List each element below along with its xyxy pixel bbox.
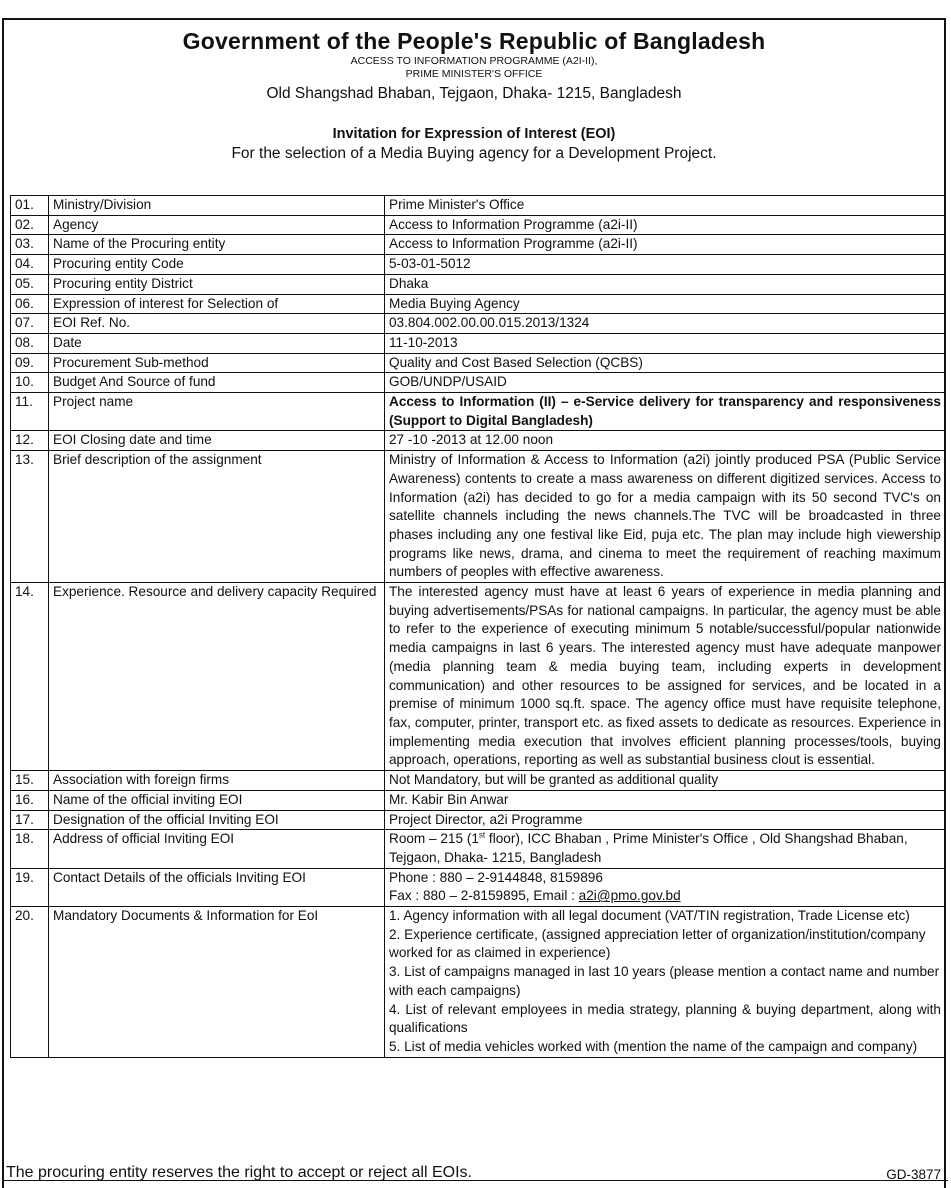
- row-value: Prime Minister's Office: [385, 196, 946, 216]
- table-row: [11, 196, 946, 216]
- phone-line: Phone : 880 – 2-9144848, 8159896: [389, 869, 603, 885]
- list-item: 2. Experience certificate, (assigned appreciation letter of organization/institution/company worked for as claimed in experience): [389, 926, 926, 961]
- row-value: Media Buying Agency: [385, 294, 946, 314]
- row-value: 5-03-01-5012: [385, 255, 946, 275]
- table-row: [11, 333, 946, 353]
- table-row: [11, 790, 946, 810]
- address-part: floor), ICC Bhaban , Prime Minister's Office , Old Shangshad Bhaban, Tejgaon, Dhaka- 1215, Bangladesh: [389, 831, 908, 865]
- assignment-description: Ministry of Information & Access to Information (a2i) jointly produced PSA (Public Service Awareness) contents to create a mass awareness on different digitized services. Access to Information (a2i) has decided to go for a media campaign with its 50 second TVC's on satellite channels including the news channels.The TVC will be broadcasted in three phases including any one festival like Eid, puja etc. The plan may include high viewership programs like news, drama, and cinema to meet the requirement of reaching maximum numbers of peoples with effective awareness.: [385, 451, 946, 583]
- table-row: [11, 274, 946, 294]
- row-value: Project Director, a2i Programme: [385, 810, 946, 830]
- row-label: Project name: [49, 393, 385, 431]
- row-number: 07.: [11, 314, 49, 334]
- row-value: Not Mandatory, but will be granted as additional quality: [385, 771, 946, 791]
- row-label: Association with foreign firms: [49, 771, 385, 791]
- office-address: Old Shangshad Bhaban, Tejgaon, Dhaka- 1215, Bangladesh: [266, 85, 682, 102]
- fax-email-line: [389, 887, 941, 906]
- row-label: Name of the Procuring entity: [49, 235, 385, 255]
- row-label: EOI Closing date and time: [49, 431, 385, 451]
- table-row: [11, 314, 946, 334]
- row-number: 05.: [11, 274, 49, 294]
- row-label: Designation of the official Inviting EOI: [49, 810, 385, 830]
- table-row: [11, 771, 946, 791]
- row-value: 11-10-2013: [385, 333, 946, 353]
- row-number: 06.: [11, 294, 49, 314]
- row-label: Experience. Resource and delivery capacity Required: [49, 583, 385, 771]
- row-value: 27 -10 -2013 at 12.00 noon: [385, 431, 946, 451]
- list-item: 5. List of media vehicles worked with (mention the name of the campaign and company): [389, 1038, 918, 1054]
- row-value: 03.804.002.00.00.015.2013/1324: [385, 314, 946, 334]
- row-label: Name of the official inviting EOI: [49, 790, 385, 810]
- eoi-title: Invitation for Expression of Interest (EOI): [332, 126, 616, 142]
- table-row: [11, 868, 946, 906]
- row-value: Quality and Cost Based Selection (QCBS): [385, 353, 946, 373]
- contact-details: [385, 868, 946, 906]
- table-row: [11, 235, 946, 255]
- table-row: [11, 255, 946, 275]
- email-link[interactable]: a2i@pmo.gov.bd: [578, 888, 681, 904]
- row-label: Procuring entity District: [49, 274, 385, 294]
- table-row: [11, 294, 946, 314]
- row-label: EOI Ref. No.: [49, 314, 385, 334]
- row-number: 16.: [11, 790, 49, 810]
- ordinal-suffix: st: [478, 830, 486, 840]
- table-row: [11, 353, 946, 373]
- row-label: Procurement Sub-method: [49, 353, 385, 373]
- row-number: 20.: [11, 907, 49, 1058]
- table-row: [11, 431, 946, 451]
- table-row: [11, 830, 946, 868]
- fax-text: Fax : 880 – 2-8159895, Email :: [389, 888, 579, 904]
- row-number: 18.: [11, 830, 49, 868]
- row-value: Access to Information Programme (a2i-II): [385, 215, 946, 235]
- row-label: Procuring entity Code: [49, 255, 385, 275]
- row-number: 13.: [11, 451, 49, 583]
- official-address: [385, 830, 946, 868]
- table-row: [11, 907, 946, 1058]
- row-label: Ministry/Division: [49, 196, 385, 216]
- row-label: Date: [49, 333, 385, 353]
- row-number: 15.: [11, 771, 49, 791]
- eoi-details-table: [10, 195, 946, 1058]
- row-label: Contact Details of the officials Inviting EOI: [49, 868, 385, 906]
- row-value: Access to Information Programme (a2i-II): [385, 235, 946, 255]
- row-number: 12.: [11, 431, 49, 451]
- notice-header: [4, 27, 944, 164]
- row-label: Expression of interest for Selection of: [49, 294, 385, 314]
- table-row: [11, 583, 946, 771]
- table-row: [11, 451, 946, 583]
- row-value: Dhaka: [385, 274, 946, 294]
- experience-requirements: The interested agency must have at least 6 years of experience in media planning and buying advertisements/PSAs for national campaigns. In particular, the agency must be able to refer to the experience of executing minimum 5 notable/successful/popular nationwide media campaigns in last 6 years. The interested agency must have adequate manpower (media planning team & media buying team, including experts in development communication) and other resources to be assigned for services, and be located in a premise of minimum 1000 sq.ft. space. The agency office must have requisite telephone, fax, computer, printer, transport etc. as fixed assets to dedicate as resources. Experience in implementing media execution that involves efficient planning processes/tools, buying approach, operations, reporting as well as substantial business clout is essential.: [385, 583, 946, 771]
- list-item: 4. List of relevant employees in media strategy, planning & buying department, along with qualifications: [389, 1001, 941, 1036]
- row-number: 03.: [11, 235, 49, 255]
- row-number: 04.: [11, 255, 49, 275]
- list-item: 3. List of campaigns managed in last 10 years (please mention a contact name and number with each campaigns): [389, 964, 940, 998]
- eoi-notice: [2, 18, 946, 1188]
- row-number: 19.: [11, 868, 49, 906]
- eoi-subtitle: For the selection of a Media Buying agency for a Development Project.: [231, 145, 717, 162]
- row-value: Mr. Kabir Bin Anwar: [385, 790, 946, 810]
- table-row: [11, 373, 946, 393]
- row-value: GOB/UNDP/USAID: [385, 373, 946, 393]
- row-label: Budget And Source of fund: [49, 373, 385, 393]
- government-title: Government of the People's Republic of Bangladesh: [182, 28, 766, 54]
- row-number: 02.: [11, 215, 49, 235]
- mandatory-documents: [385, 907, 946, 1058]
- table-row: [11, 393, 946, 431]
- list-item: 1. Agency information with all legal document (VAT/TIN registration, Trade License etc): [389, 908, 910, 924]
- row-number: 17.: [11, 810, 49, 830]
- table-row: [11, 215, 946, 235]
- row-label: Agency: [49, 215, 385, 235]
- address-part: Room – 215 (1: [389, 831, 479, 847]
- row-number: 14.: [11, 583, 49, 771]
- row-number: 10.: [11, 373, 49, 393]
- footer-note: The procuring entity reserves the right to accept or reject all EOIs.: [6, 1164, 472, 1181]
- row-label: Brief description of the assignment: [49, 451, 385, 583]
- row-number: 08.: [11, 333, 49, 353]
- row-number: 09.: [11, 353, 49, 373]
- office-name: PRIME MINISTER'S OFFICE: [405, 68, 543, 80]
- project-name-value: Access to Information (II) – e-Service delivery for transparency and responsiveness (Support to Digital Bangladesh): [385, 393, 946, 431]
- row-label: Address of official Inviting EOI: [49, 830, 385, 868]
- row-number: 11.: [11, 393, 49, 431]
- document-code: GD-3877: [886, 1167, 941, 1182]
- table-row: [11, 810, 946, 830]
- row-label: Mandatory Documents & Information for EoI: [49, 907, 385, 1058]
- programme-name: ACCESS TO INFORMATION PROGRAMME (A2I-II),: [350, 55, 598, 67]
- row-number: 01.: [11, 196, 49, 216]
